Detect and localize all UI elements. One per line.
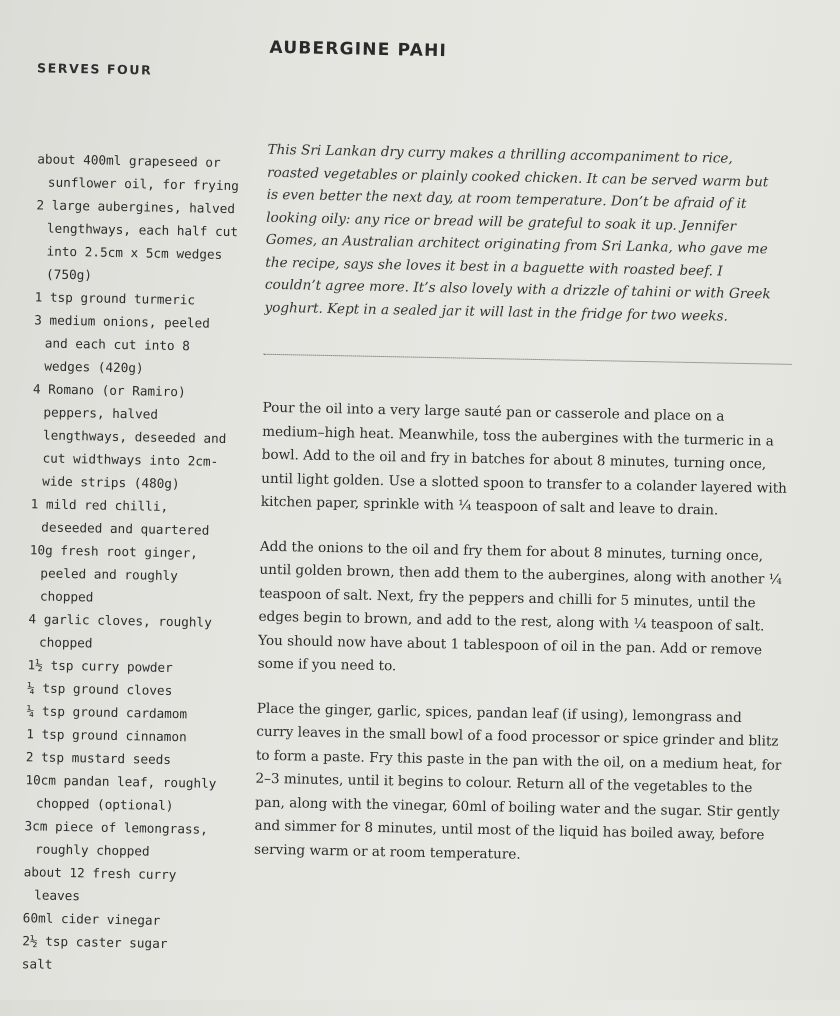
ingredient-item: 1 tsp ground turmeric (34, 289, 196, 308)
dotted-divider (264, 354, 792, 365)
ingredients-list (22, 147, 243, 979)
ingredient-item: 1 mild red chilli, deseeded and quartered (30, 496, 210, 538)
recipe-title: AUBERGINE PAHI (269, 37, 448, 62)
ingredient-item: 2 large aubergines, halved lengthways, each half cut into 2.5cm x 5cm wedges (750g) (36, 197, 239, 283)
ingredient-item: 1 tsp ground cinnamon (26, 726, 187, 745)
recipe-intro: This Sri Lankan dry curry makes a thrilling accompaniment to rice, roasted vegetables or plainly cooked chicken. It can be served warm but is even better the next day, at room temperature. Don’t be afraid of it looking oily: any rice or bread will be grateful to soak it up. Jennifer Gomes, an Australian architect originating from Sri Lanka, who gave me the recipe, says she loves it best in a baguette with roasted beef. I couldn’t agree more. It’s also lovely with a drizzle of tahini or with Greek yoghurt. Kept in a sealed jar it will last in the fridge for two weeks. (264, 141, 771, 325)
ingredient-item: 2½ tsp caster sugar (22, 933, 168, 951)
serves-label: SERVES FOUR (36, 60, 153, 78)
ingredient-item: 4 garlic cloves, roughly chopped (28, 611, 212, 651)
method-paragraph: Pour the oil into a very large sauté pan or casserole and place on a medium–high heat. Meanwhile, toss the aubergines with the turmeric in a bowl. Add to the oil and fry in batches for about 8 minutes, turning once, until light golden. Use a slotted spoon to transfer to a colander layered with kitchen paper, sprinkle with ¼ teaspoon of salt and leave to drain. (260, 399, 788, 519)
ingredient-item: ¼ tsp ground cardamom (26, 703, 188, 722)
ingredient-item: 3 medium onions, peeled and each cut into 8 wedges (420g) (34, 312, 211, 376)
method-paragraph: Place the ginger, garlic, spices, pandan leaf (if using), lemongrass and curry leaves in the small bowl of a food processor or spice grinder and blitz to form a paste. Fry this paste in the pan with the oil, on a medium heat, for 2–3 minutes, until it begins to colour. Return all of the vegetables to the pan, along with the vinegar, 60ml of boiling water and the sugar. Stir gently and simmer for 8 minutes, until most of the liquid has boiled away, before serving warm or at room temperature. (253, 700, 782, 863)
ingredient-item: about 12 fresh curry leaves (23, 864, 177, 904)
method-steps (253, 397, 788, 893)
ingredient-item: 10g fresh root ginger, peeled and roughly chopped (29, 542, 199, 605)
ingredient-item: 60ml cider vinegar (22, 910, 161, 928)
ingredient-item: salt (21, 956, 53, 972)
method-paragraph: Add the onions to the oil and fry them for about 8 minutes, turning once, until golden brown, then add them to the aubergines, along with another ¼ teaspoon of salt. Next, fry the peppers and chilli for 5 minutes, until the edges begin to brown, and add to the rest, along with ¼ teaspoon of salt. You should now have about 1 tablespoon of oil in the pan. Add or remove some if you need to. (257, 538, 783, 675)
ingredient-item: ¼ tsp ground cloves (27, 680, 173, 699)
ingredient-item: 3cm piece of lemongrass, roughly chopped (24, 818, 208, 859)
ingredient-item: 2 tsp mustard seeds (25, 749, 172, 768)
ingredient-item: 4 Romano (or Ramiro) peppers, halved lengthways, deseeded and cut widthways into 2cm-wide strips (480g) (32, 381, 227, 492)
ingredient-item: 1½ tsp curry powder (27, 657, 173, 676)
ingredient-item: 10cm pandan leaf, roughly chopped (optional) (25, 772, 217, 814)
ingredient-item: about 400ml grapeseed or sunflower oil, for frying (37, 151, 239, 194)
